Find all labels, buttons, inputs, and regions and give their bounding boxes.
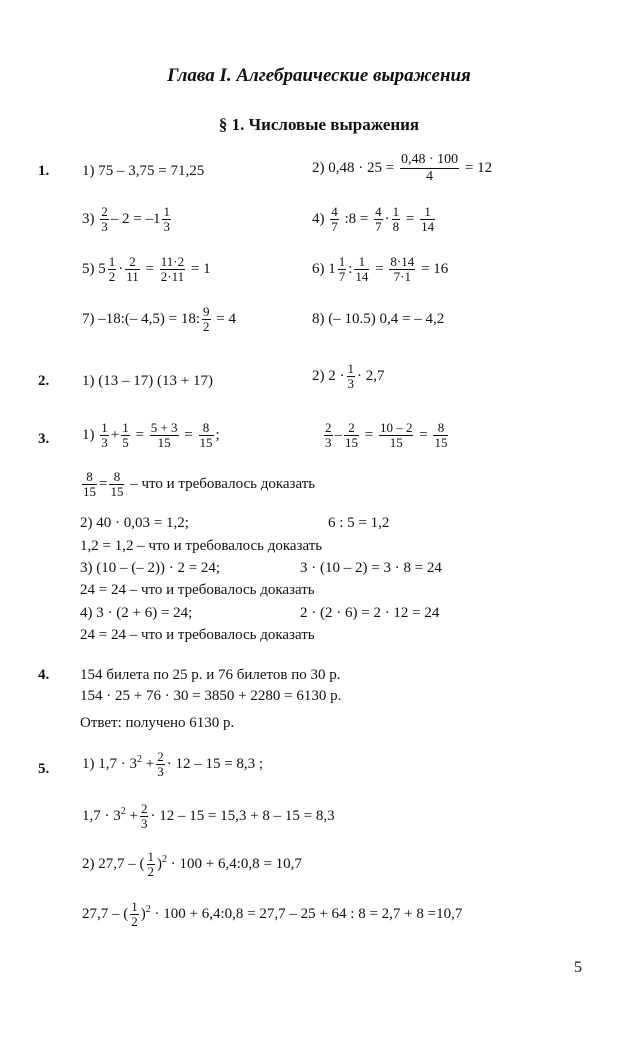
fraction: $\frac{8}{15}$ [110, 469, 124, 499]
line-right: 3 · (10 – 2) = 3 · 8 = 24 [300, 560, 442, 576]
item-1-1: 1) 75 – 3,75 = 71,25 [82, 163, 205, 179]
line-left: 1,2 = 1,2 – что и требовалось доказать [80, 538, 323, 554]
line-right: 6 : 5 = 1,2 [328, 515, 390, 531]
fraction: $\frac{1}{8}$ [392, 204, 400, 234]
item-5-2-check: 27,7 – ( $\frac{1}{2}$ )$^2$ · 100 + 6,4:0,8 = 27,7 – 25 + 64 : 8 = 2,7 + 8 =10,7 [82, 899, 463, 929]
fraction: $\frac{1}{2}$ [131, 899, 138, 929]
item-2-1: 1) (13 – 17) (13 + 17) [82, 373, 213, 389]
item-5-2: 2) 27,7 – ( $\frac{1}{2}$ )$^2$ · 100 + 6,4:0,8 = 10,7 [82, 849, 302, 879]
problem-number: 4. [38, 667, 50, 683]
fraction: $\frac{4}{7}$ [375, 204, 382, 234]
line-left: 24 = 24 – что и требовалось доказать [80, 582, 315, 598]
fraction: $\frac{11\cdot 2}{2\cdot 11}$ [160, 254, 185, 284]
section-title: § 1. Числовые выражения [218, 115, 420, 134]
line-right: 2 · (2 · 6) = 2 · 12 = 24 [300, 605, 440, 621]
item-3-1-conclusion: $\frac{8}{15}$ = $\frac{8}{15}$ – что и требовалось доказать [83, 469, 316, 499]
fraction: $\frac{1}{3}$ [347, 361, 354, 391]
item-3-1-right: $\frac{2}{3}$ – $\frac{2}{15}$ = $\frac{10 - 2}{15}$ = $\frac{8}{15}$ [325, 420, 448, 450]
fraction: $\frac{2}{3}$ [157, 749, 164, 779]
fraction: $\frac{9}{2}$ [203, 304, 210, 334]
item-2-2: 2) 2 · $\frac{1}{3}$ · 2,7 [312, 361, 385, 391]
fraction: $\frac{8}{15}$ [434, 420, 448, 450]
fraction: $\frac{0,48 \cdot 100}{4}$ [400, 152, 459, 184]
line-left: 24 = 24 – что и требовалось доказать [80, 627, 315, 643]
item-1-2: 2) 0,48 · 25 = $\frac{0,48 \cdot 100}{4}$ = 12 [312, 152, 493, 184]
problem-number: 2. [38, 373, 50, 389]
fraction: $\frac{8}{15}$ [199, 420, 213, 450]
chapter-title: Глава I. Алгебраические выражения [167, 65, 471, 86]
item-1-7: 7) –18:(– 4,5) = 18: $\frac{9}{2}$ = 4 [82, 304, 237, 334]
item-1-6: 6) 1 $\frac{1}{7}$ : $\frac{1}{14}$ = $\frac{8\cdot 14}{7\cdot 1}$ = 16 [312, 254, 449, 284]
item-5-1: 1) $1,7 \cdot 3^2$ + $\frac{2}{3}$ · 12 – 15 = 8,3 ; [82, 749, 264, 779]
fraction: $\frac{2}{11}$ [126, 254, 139, 284]
page-number: 5 [574, 959, 582, 976]
line-left: 2) 40 · 0,03 = 1,2; [80, 515, 189, 531]
text-line: 154 · 25 + 76 · 30 = 3850 + 2280 = 6130 р. [80, 688, 342, 704]
fraction: $\frac{2}{3}$ [101, 204, 108, 234]
fraction: $\frac{1}{3}$ [163, 204, 170, 234]
item-5-1-check: $1,7 \cdot 3^2$ + $\frac{2}{3}$ · 12 – 15 = 15,3 + 8 – 15 = 8,3 [82, 801, 335, 831]
item-1-4: 4) $\frac{4}{7}$ :8 = $\frac{4}{7}$ · $\frac{1}{8}$ = $\frac{1}{14}$ [312, 204, 435, 234]
fraction: $\frac{1}{14}$ [355, 254, 369, 284]
problem-number: 3. [38, 431, 50, 447]
fraction: $\frac{8}{15}$ [83, 469, 96, 499]
line-left: 3) (10 – (– 2)) · 2 = 24; [80, 560, 221, 576]
problem-number: 5. [38, 761, 50, 777]
fraction: $\frac{5 + 3}{15}$ [150, 420, 178, 450]
fraction: $\frac{4}{7}$ [331, 204, 338, 234]
fraction: $\frac{8\cdot 14}{7\cdot 1}$ [390, 254, 415, 284]
line-left: 4) 3 · (2 + 6) = 24; [80, 605, 193, 621]
fraction: $\frac{1}{2}$ [108, 254, 116, 284]
item-1-3: 3) $\frac{2}{3}$ – 2 = –1 $\frac{1}{3}$ [82, 204, 170, 234]
problem-number: 1. [38, 163, 50, 179]
answer-line: Ответ: получено 6130 р. [80, 715, 235, 731]
fraction: $\frac{10 - 2}{15}$ [379, 420, 413, 450]
fraction: $\frac{1}{5}$ [122, 420, 129, 450]
fraction: $\frac{1}{14}$ [421, 204, 435, 234]
fraction: $\frac{2}{15}$ [345, 420, 358, 450]
fraction: $\frac{2}{3}$ [140, 801, 148, 831]
item-3-1-left: 1) $\frac{1}{3}$ + $\frac{1}{5}$ = $\frac{5 + 3}{15}$ = $\frac{8}{15}$ ; [82, 420, 220, 450]
fraction: $\frac{1}{7}$ [338, 254, 346, 284]
item-1-8: 8) (– 10.5) 0,4 = – 4,2 [312, 311, 445, 327]
item-1-5: 5) 5 $\frac{1}{2}$ · $\frac{2}{11}$ = $\frac{11\cdot 2}{2\cdot 11}$ = 1 [82, 254, 211, 284]
fraction: $\frac{2}{3}$ [325, 420, 332, 450]
fraction: $\frac{1}{2}$ [147, 849, 154, 879]
text-line: 154 билета по 25 р. и 76 билетов по 30 р. [80, 667, 341, 683]
fraction: $\frac{1}{3}$ [101, 420, 108, 450]
